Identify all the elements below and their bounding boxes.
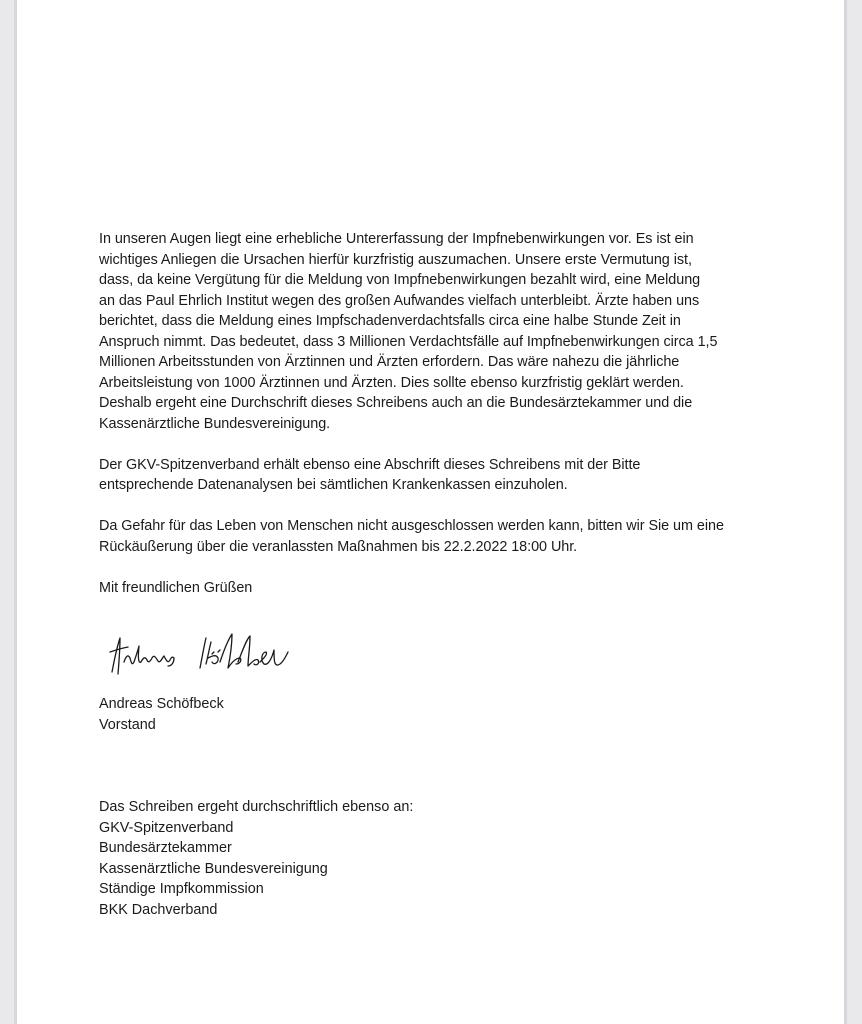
cc-recipient: Kassenärztliche Bundesvereinigung [99,860,328,877]
page-right-edge [844,0,847,1024]
text-line: In unseren Augen liegt eine erhebliche Untererfassung der Impfnebenwirkungen vor. Es ist ein [99,231,694,247]
paragraph-spacer [99,496,779,517]
text-line: entsprechende Datenanalysen bei sämtlichen Krankenkassen einzuholen. [99,477,568,493]
handwritten-signature [108,628,298,680]
text-line: Millionen Arbeitsstunden von Ärztinnen und Ärzten erfordern. Das wäre nahezu die jährliche [99,354,680,370]
signatory-block [99,694,224,735]
text-line: Da Gefahr für das Leben von Menschen nicht ausgeschlossen werden kann, bitten wir Sie um eine [99,518,724,534]
paragraph-gkv-request [99,455,779,496]
cc-list [99,797,413,920]
signatory-name: Andreas Schöfbeck [99,696,224,712]
closing-greeting [99,578,779,599]
paragraph-spacer [99,557,779,578]
paragraph-underreporting [99,229,779,434]
cc-recipient: Ständige Impfkommission [99,881,264,897]
text-line: Mit freundlichen Grüßen [99,579,253,596]
text-line: Rückäußerung über die veranlassten Maßnahmen bis 22.2.2022 18:00 Uhr. [99,538,578,555]
text-line: Arbeitsleistung von 1000 Ärztinnen und Ärzten. Dies sollte ebenso kurzfristig geklärt werden. [99,374,684,391]
paragraph-spacer [99,434,779,455]
text-line: Deshalb ergeht eine Durchschrift dieses Schreibens auch an die Bundesärztekammer und die [99,395,693,411]
paragraph-deadline [99,516,779,557]
cc-recipient: BKK Dachverband [99,901,218,918]
letter-body [99,229,779,598]
text-line: wichtiges Anliegen die Ursachen hierfür kurzfristig auszumachen. Unsere erste Vermutung ist, [99,251,692,268]
cc-intro: Das Schreiben ergeht durchschriftlich ebenso an: [99,799,414,815]
text-line: Der GKV-Spitzenverband erhält ebenso eine Abschrift dieses Schreibens mit der Bitte [99,456,641,473]
cc-recipient: GKV-Spitzenverband [99,819,234,836]
text-line: berichtet, dass die Meldung eines Impfschadenverdachtsfalls circa eine halbe Stunde Zeit in [99,313,681,329]
text-line: Anspruch nimmt. Das bedeutet, dass 3 Millionen Verdachtsfälle auf Impfnebenwirkungen circa 1,5 [99,333,718,350]
text-line: Kassenärztliche Bundesvereinigung. [99,415,331,432]
text-line: an das Paul Ehrlich Institut wegen des großen Aufwandes vielfach unterbleibt. Ärzte haben uns [99,292,700,309]
signatory-title: Vorstand [99,716,156,733]
text-line: dass, da keine Vergütung für die Meldung von Impfnebenwirkungen bezahlt wird, eine Meldung [99,272,701,288]
cc-recipient: Bundesärztekammer [99,840,232,856]
